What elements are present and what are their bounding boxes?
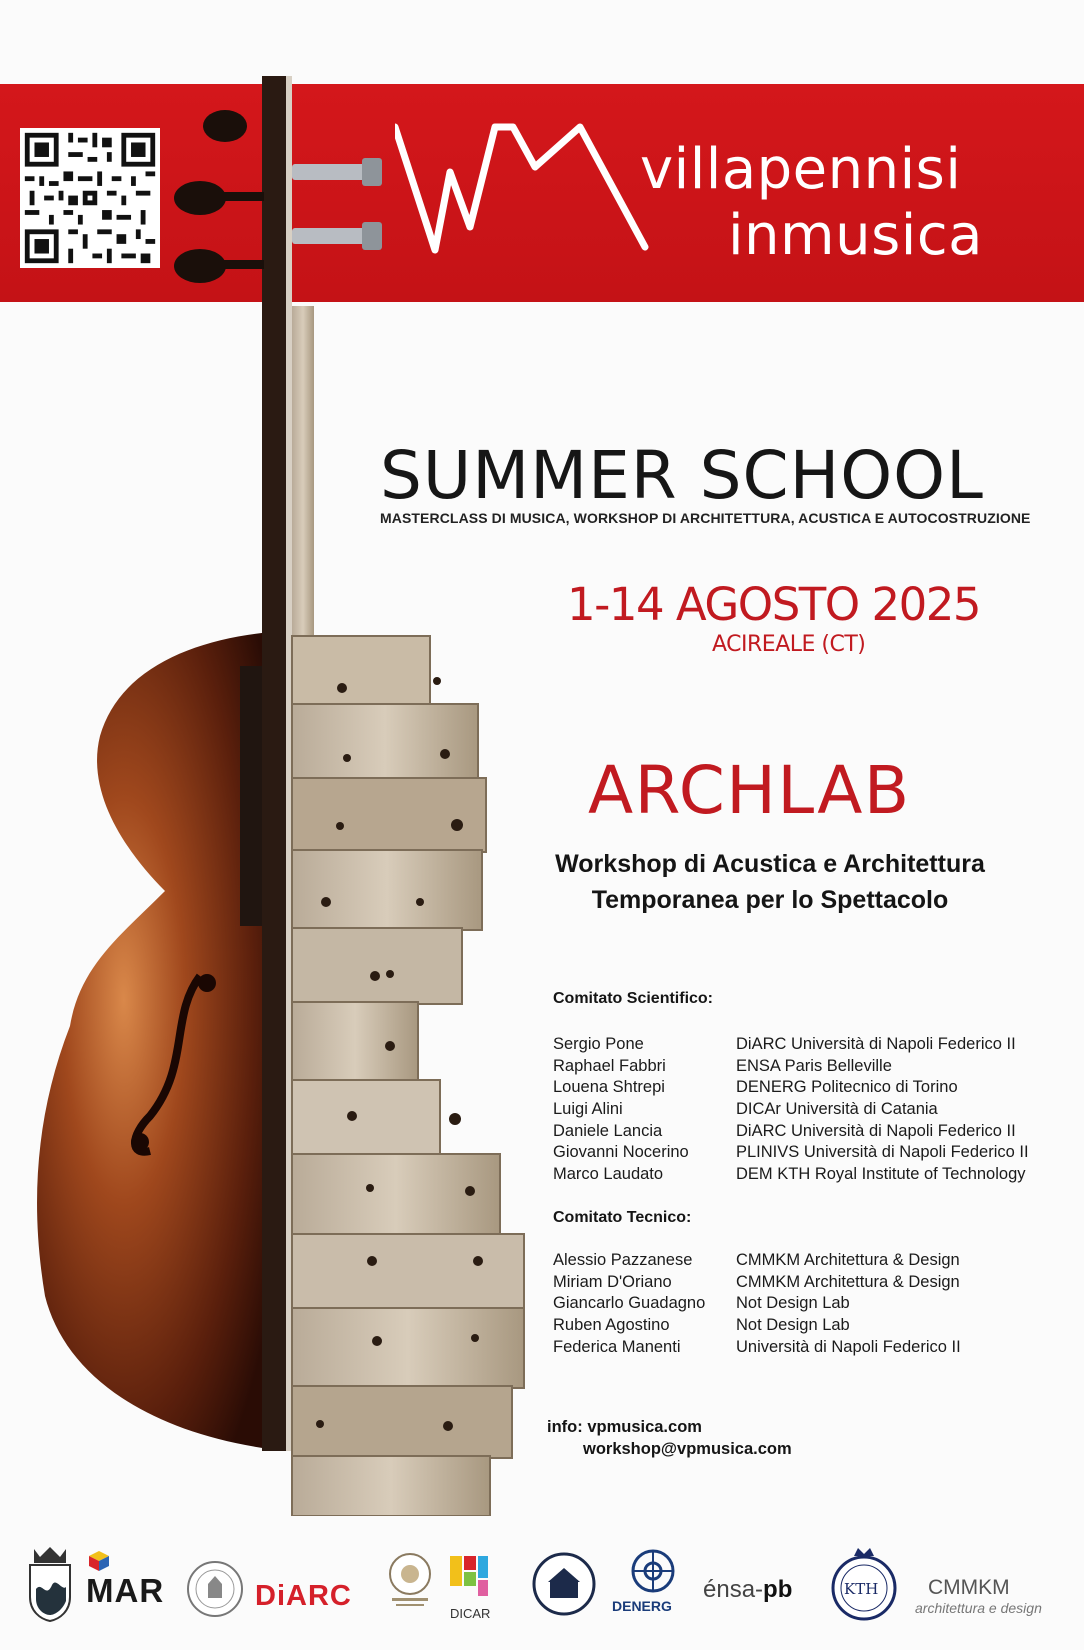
event-subtitle: MASTERCLASS DI MUSICA, WORKSHOP DI ARCHITETTURA, ACUSTICA E AUTOCOSTRUZIONE <box>380 510 1031 526</box>
dicar-logo-text: DICAR <box>450 1606 491 1621</box>
list-item <box>553 1121 1073 1143</box>
dicar-logo-icon <box>450 1556 498 1604</box>
scientific-committee-list <box>553 1034 1073 1186</box>
technical-committee-label: Comitato Tecnico: <box>553 1209 692 1226</box>
cmmkm-logo-text: CMMKM <box>928 1576 1010 1599</box>
member-name: Federica Manenti <box>553 1337 681 1356</box>
event-place: ACIREALE (CT) <box>712 632 866 657</box>
member-name: Louena Shtrepi <box>553 1078 665 1097</box>
workshop-description <box>520 846 1020 919</box>
member-name: Ruben Agostino <box>553 1316 670 1335</box>
ensa-logo <box>703 1576 792 1604</box>
catania-university-seal-icon <box>384 1552 436 1608</box>
technical-committee-list <box>553 1250 1073 1358</box>
list-item <box>553 1315 1073 1337</box>
member-name: Alessio Pazzanese <box>553 1251 693 1269</box>
kth-logo-text: KTH <box>844 1580 879 1598</box>
polito-seal-icon <box>532 1552 596 1616</box>
university-seal-icon <box>186 1560 244 1618</box>
member-name: Miriam D'Oriano <box>553 1272 672 1291</box>
workshop-name: ARCHLAB <box>588 752 911 829</box>
list-item <box>553 1293 1073 1315</box>
diarc-logo-text: DiARC <box>255 1580 352 1612</box>
mar-logo-text: MAR <box>86 1572 165 1609</box>
brand-name-line1: villapennisi <box>640 137 962 202</box>
denerg-logo-text: DENERG <box>612 1598 672 1614</box>
member-affiliation: CMMKM Architettura & Design <box>736 1251 960 1269</box>
member-name: Daniele Lancia <box>553 1121 663 1140</box>
list-item <box>553 1056 1073 1078</box>
mar-cube-icon <box>88 1550 110 1572</box>
contact-email-link[interactable]: workshop@vpmusica.com <box>583 1440 792 1458</box>
member-affiliation: DiARC Università di Napoli Federico II <box>736 1035 1016 1053</box>
member-affiliation: DICAr Università di Catania <box>736 1100 938 1119</box>
member-affiliation: Not Design Lab <box>736 1294 850 1313</box>
member-affiliation: DiARC Università di Napoli Federico II <box>736 1121 1016 1140</box>
list-item <box>553 1164 1073 1186</box>
contact-website-link[interactable]: info: vpmusica.com <box>547 1418 702 1436</box>
member-affiliation: Not Design Lab <box>736 1316 850 1335</box>
member-name: Sergio Pone <box>553 1035 644 1053</box>
member-affiliation: CMMKM Architettura & Design <box>736 1272 960 1291</box>
workshop-description-line2: Temporanea per lo Spettacolo <box>591 886 949 915</box>
list-item <box>553 1099 1073 1121</box>
member-affiliation: PLINIVS Università di Napoli Federico II <box>736 1143 1029 1162</box>
brand-name-line2: inmusica <box>728 203 983 268</box>
member-name: Luigi Alini <box>553 1100 623 1119</box>
violin-wood-illustration <box>0 76 540 1516</box>
member-affiliation: Università di Napoli Federico II <box>736 1337 961 1356</box>
event-title: SUMMER SCHOOL <box>380 437 984 514</box>
member-name: Raphael Fabbri <box>553 1056 666 1075</box>
member-affiliation: ENSA Paris Belleville <box>736 1056 892 1075</box>
member-name: Marco Laudato <box>553 1165 664 1184</box>
member-affiliation: DEM KTH Royal Institute of Technology <box>736 1165 1026 1184</box>
cmmkm-logo-subtitle: architettura e design <box>915 1600 1042 1616</box>
acireale-crest-icon <box>24 1545 76 1623</box>
list-item <box>553 1142 1073 1164</box>
scientific-committee-label: Comitato Scientifico: <box>553 990 714 1007</box>
list-item <box>553 1250 1073 1272</box>
workshop-description-line1: Workshop di Acustica e Architettura <box>555 850 985 878</box>
member-name: Giovanni Nocerino <box>553 1143 689 1162</box>
list-item <box>553 1272 1073 1294</box>
contact-info <box>547 1416 792 1460</box>
ensa-logo-text: énsa- <box>703 1576 764 1603</box>
member-affiliation: DENERG Politecnico di Torino <box>736 1078 958 1097</box>
event-dates: 1-14 AGOSTO 2025 <box>567 578 981 631</box>
list-item <box>553 1077 1073 1099</box>
ensa-logo-bold: pb <box>763 1576 793 1603</box>
member-name: Giancarlo Guadagno <box>553 1294 706 1313</box>
denerg-network-icon <box>630 1548 676 1594</box>
list-item <box>553 1337 1073 1359</box>
list-item <box>553 1034 1073 1056</box>
